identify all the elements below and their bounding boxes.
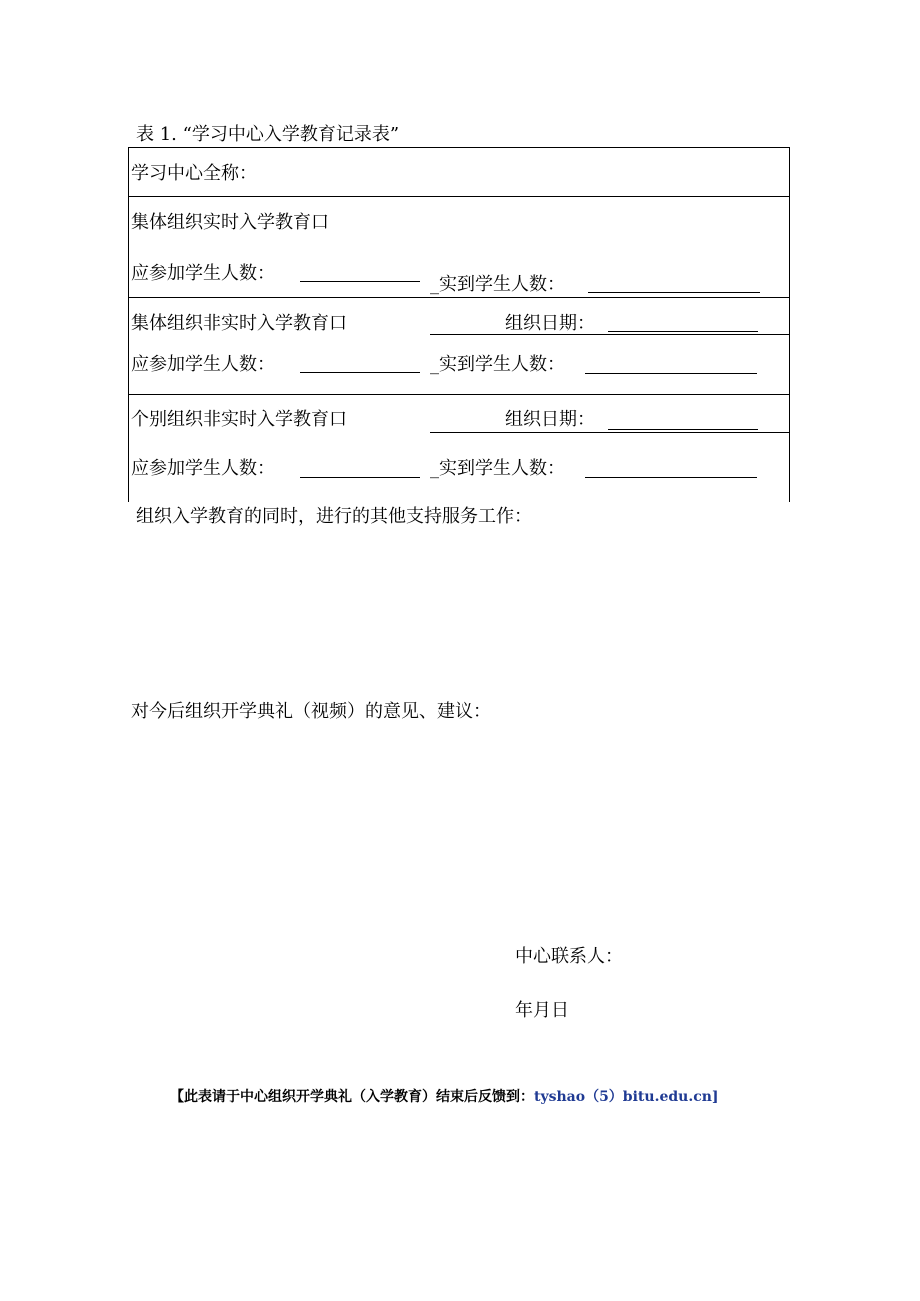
org-date-label: 组织日期： — [505, 409, 595, 430]
date-underline — [430, 334, 790, 335]
footer-text: 【此表请于中心组织开学典礼（入学教育）结束后反馈到： — [170, 1089, 534, 1105]
actual-students-blank[interactable] — [585, 373, 757, 374]
date-underline — [430, 432, 790, 433]
actual-students-label: _实到学生人数： — [430, 274, 565, 295]
expected-students-label: 应参加学生人数： — [131, 354, 275, 375]
expected-students-blank[interactable] — [300, 477, 420, 478]
center-name-label: 学习中心全称： — [131, 163, 257, 184]
expected-students-label: 应参加学生人数： — [131, 263, 275, 284]
row-divider — [128, 394, 790, 395]
org-date-blank[interactable] — [608, 429, 758, 430]
expected-students-label: 应参加学生人数： — [131, 458, 275, 479]
org-date-blank[interactable] — [608, 331, 758, 332]
date-label: 年月日 — [515, 1000, 569, 1021]
org-date-label: 组织日期： — [505, 313, 595, 334]
actual-students-label: _实到学生人数： — [430, 354, 565, 375]
suggestions-label: 对今后组织开学典礼（视频）的意见、建议： — [131, 701, 491, 722]
table-border-top — [128, 147, 790, 148]
row-divider — [128, 196, 790, 197]
actual-students-blank[interactable] — [585, 477, 757, 478]
expected-students-blank[interactable] — [300, 372, 420, 373]
collective-nonrealtime-label: 集体组织非实时入学教育口 — [131, 313, 347, 334]
table-border-left — [128, 147, 129, 502]
footer-note — [170, 1088, 719, 1106]
other-services-label: 组织入学教育的同时，进行的其他支持服务工作： — [136, 506, 532, 527]
individual-nonrealtime-label: 个别组织非实时入学教育口 — [131, 409, 347, 430]
row-divider — [128, 297, 790, 298]
feedback-email[interactable]: tyshao（5）bitu.edu.cn] — [534, 1089, 719, 1105]
actual-students-blank[interactable] — [588, 292, 760, 293]
actual-students-label: _实到学生人数： — [430, 458, 565, 479]
table-border-right — [789, 147, 790, 502]
table-caption: 表 1. “学习中心入学教育记录表” — [136, 124, 400, 145]
collective-realtime-label: 集体组织实时入学教育口 — [131, 212, 329, 233]
expected-students-blank[interactable] — [300, 281, 420, 282]
contact-person-label: 中心联系人： — [515, 946, 623, 967]
